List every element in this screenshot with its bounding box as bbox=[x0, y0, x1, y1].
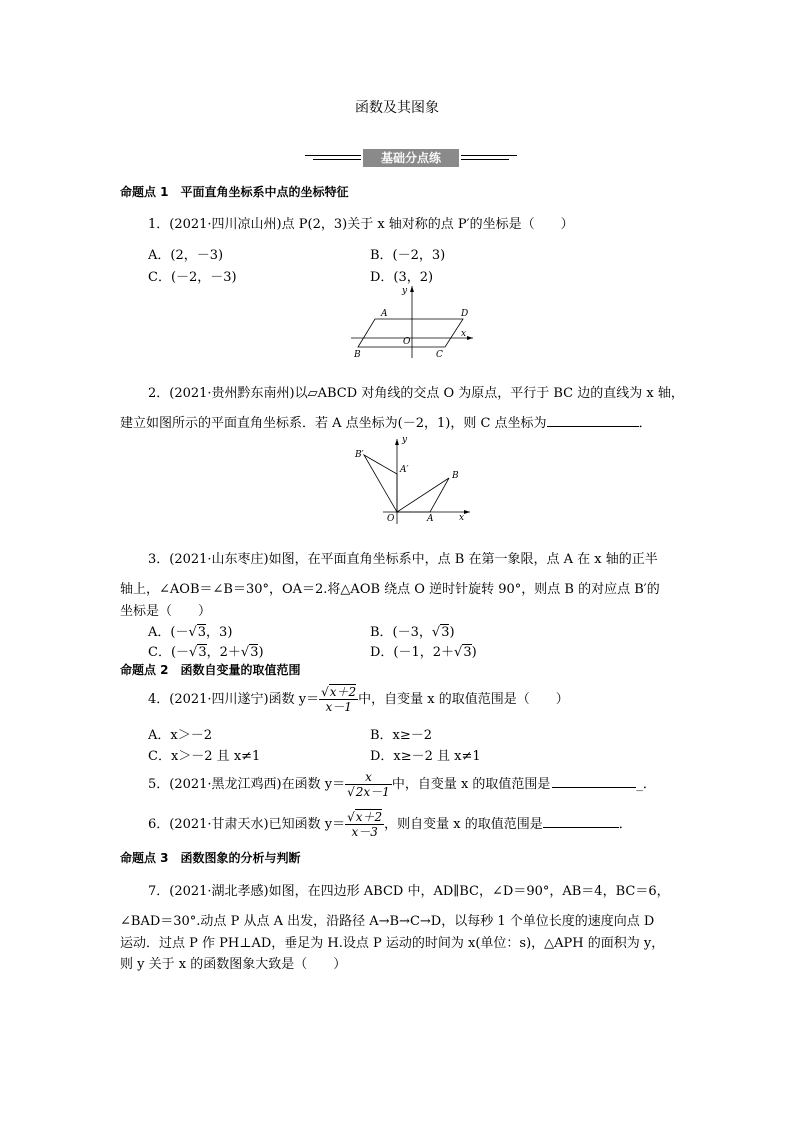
q4-option-c: C．x＞－2 且 x≠1 bbox=[148, 749, 261, 764]
q6-stem bbox=[148, 807, 632, 843]
q3-stem-line3: 坐标是（ ） bbox=[120, 604, 212, 619]
q3-option-b-pre: B．(－3， bbox=[370, 625, 432, 640]
q3-option-a-pre: A．(－ bbox=[148, 625, 189, 640]
y-axis-arrow bbox=[395, 439, 399, 445]
q4-fraction bbox=[319, 685, 358, 714]
section-heading-3: 命题点 3 函数图象的分析与判断 bbox=[120, 851, 301, 865]
q3-stem-line2: 轴上，∠AOB＝∠B＝30°，OA＝2.将△AOB 绕点 O 逆时针旋转 90°，则点 B 的对应点 B′的 bbox=[120, 582, 660, 597]
q6-stem-end: ． bbox=[618, 817, 632, 832]
banner-rule-right-bottom bbox=[461, 159, 509, 160]
q3-option-d-pre: D．(－1，2＋ bbox=[370, 645, 455, 660]
triangle-aob-rotated bbox=[364, 455, 397, 512]
label-a: A bbox=[427, 514, 434, 524]
q3-rotation-figure bbox=[347, 434, 477, 526]
q5-stem bbox=[148, 767, 656, 803]
q4-option-b: B．x≥－2 bbox=[370, 728, 433, 743]
q3-option-a bbox=[148, 621, 232, 640]
q7-stem-line4: 则 y 关于 x 的函数图象大致是（ ） bbox=[120, 957, 347, 972]
section-heading-2: 命题点 2 函数自变量的取值范围 bbox=[120, 663, 301, 677]
x-axis-arrow bbox=[467, 336, 473, 340]
document-title: 函数及其图象 bbox=[355, 100, 439, 116]
q4-stem bbox=[148, 682, 569, 718]
q5-stem-post: 中，自变量 x 的取值范围是 bbox=[391, 777, 551, 792]
q7-stem-line1: 7．(2021·湖北孝感)如图，在四边形 ABCD 中，AD∥BC，∠D＝90°，AB＝4，BC＝6， bbox=[148, 884, 670, 899]
q3-option-d bbox=[370, 641, 477, 660]
sqrt-icon: √ bbox=[431, 625, 441, 640]
label-x: x bbox=[461, 329, 467, 339]
q3-option-c-post: ) bbox=[258, 645, 264, 660]
banner-rule-left-top bbox=[305, 155, 361, 156]
q1-option-c: C．(－2，－3) bbox=[148, 270, 237, 285]
q2-stem-text: 建立如图所示的平面直角坐标系．若 A 点坐标为(－2，1)，则 C 点坐标为 bbox=[120, 416, 547, 431]
q5-answer-blank[interactable] bbox=[552, 775, 636, 788]
q5-stem-end: _． bbox=[636, 777, 656, 792]
parallelogram-abcd bbox=[358, 319, 463, 347]
banner-label: 基础分点练 bbox=[363, 149, 459, 167]
q3-option-b-post: ) bbox=[449, 625, 455, 640]
q3-option-b bbox=[370, 621, 455, 640]
q2-stem-line2 bbox=[120, 412, 652, 431]
q3-option-a-post: ，3) bbox=[206, 625, 233, 640]
q4-stem-post: 中，自变量 x 的取值范围是（ ） bbox=[358, 692, 569, 707]
q4-option-a: A．x＞－2 bbox=[148, 728, 212, 743]
label-o: O bbox=[403, 337, 411, 347]
label-y: y bbox=[402, 435, 408, 445]
q5-numerator: x bbox=[345, 770, 392, 785]
q7-stem-line3: 运动．过点 P 作 PH⊥AD，垂足为 H.设点 P 运动的时间为 x(单位：s)，△APH 的面积为 y， bbox=[120, 936, 665, 951]
q3-option-d-radicand: 3 bbox=[463, 645, 472, 660]
q5-denominator-radicand: 2x－1 bbox=[355, 785, 390, 799]
q1-stem: 1．(2021·四川凉山州)点 P(2，3)关于 x 轴对称的点 P′的坐标是（ ） bbox=[148, 217, 574, 232]
section-heading-1: 命题点 1 平面直角坐标系中点的坐标特征 bbox=[120, 185, 349, 199]
q3-stem-line1: 3．(2021·山东枣庄)如图，在平面直角坐标系中，点 B 在第一象限，点 A 在 x 轴的正半 bbox=[148, 552, 658, 567]
q6-denominator: x－3 bbox=[351, 825, 378, 839]
q4-stem-pre: 4．(2021·四川遂宁)函数 y＝ bbox=[148, 692, 320, 707]
q1-option-b: B．(－2，3) bbox=[370, 248, 446, 263]
q4-numerator-radicand: x＋2 bbox=[329, 685, 357, 699]
label-x: x bbox=[459, 513, 465, 523]
q6-numerator bbox=[345, 810, 384, 825]
q4-numerator bbox=[319, 685, 358, 700]
label-b: B bbox=[354, 350, 361, 360]
q1-option-d: D．(3，2) bbox=[370, 270, 434, 285]
q5-fraction bbox=[345, 770, 392, 799]
q6-answer-blank[interactable] bbox=[543, 815, 619, 828]
banner-rule-left-bottom bbox=[313, 159, 361, 160]
sqrt-icon: √ bbox=[321, 685, 329, 699]
q4-option-d: D．x≥－2 且 x≠1 bbox=[370, 749, 481, 764]
q1-parallelogram-figure bbox=[345, 282, 480, 360]
q3-option-c-mid: ，2＋ bbox=[206, 645, 241, 660]
q6-stem-post: ，则自变量 x 的取值范围是 bbox=[384, 817, 543, 832]
triangle-aob bbox=[397, 478, 449, 512]
q6-fraction bbox=[345, 810, 384, 839]
q3-option-c-pre: C．(－ bbox=[148, 645, 190, 660]
q3-option-a-radicand: 3 bbox=[197, 625, 207, 640]
sqrt-icon: √ bbox=[189, 645, 198, 660]
label-d: D bbox=[461, 309, 469, 319]
q2-stem-end: ． bbox=[638, 416, 652, 431]
q5-stem-pre: 5．(2021·黑龙江鸡西)在函数 y＝ bbox=[148, 777, 346, 792]
label-c: C bbox=[436, 350, 443, 360]
label-a: A bbox=[381, 309, 388, 319]
q3-option-c bbox=[148, 641, 264, 660]
q4-denominator: x－1 bbox=[325, 700, 352, 714]
banner-rule-right-top bbox=[461, 155, 517, 156]
label-b: B bbox=[452, 471, 459, 481]
sqrt-icon: √ bbox=[347, 810, 355, 824]
q3-option-b-radicand: 3 bbox=[441, 625, 450, 640]
q7-stem-line2: ∠BAD＝30°.动点 P 从点 A 出发，沿路径 A→B→C→D，以每秒 1 个单位长度的速度向点 D bbox=[120, 914, 655, 929]
q5-denominator bbox=[345, 785, 392, 799]
q3-option-c-radicand-2: 3 bbox=[250, 645, 259, 660]
q2-answer-blank[interactable] bbox=[547, 414, 639, 427]
sqrt-icon: √ bbox=[240, 645, 250, 660]
label-b-prime: B′ bbox=[355, 450, 364, 460]
q6-numerator-radicand: x＋2 bbox=[355, 810, 383, 824]
section-banner bbox=[305, 148, 517, 168]
label-o: O bbox=[387, 514, 395, 524]
q1-option-a: A．(2，－3) bbox=[148, 248, 224, 263]
sqrt-icon: √ bbox=[347, 785, 355, 799]
sqrt-icon: √ bbox=[454, 645, 463, 660]
label-y: y bbox=[402, 286, 408, 296]
q3-option-d-post: ) bbox=[471, 645, 477, 660]
label-a-prime: A′ bbox=[400, 465, 409, 475]
q2-stem-line1: 2．(2021·贵州黔东南州)以▱ABCD 对角线的交点 O 为原点，平行于 BC 边的直线为 x 轴， bbox=[148, 386, 684, 401]
q3-option-c-radicand: 3 bbox=[198, 645, 207, 660]
x-axis-arrow bbox=[464, 510, 470, 514]
y-axis-arrow bbox=[410, 286, 414, 292]
q6-stem-pre: 6．(2021·甘肃天水)已知函数 y＝ bbox=[148, 817, 346, 832]
sqrt-icon: √ bbox=[188, 625, 197, 640]
